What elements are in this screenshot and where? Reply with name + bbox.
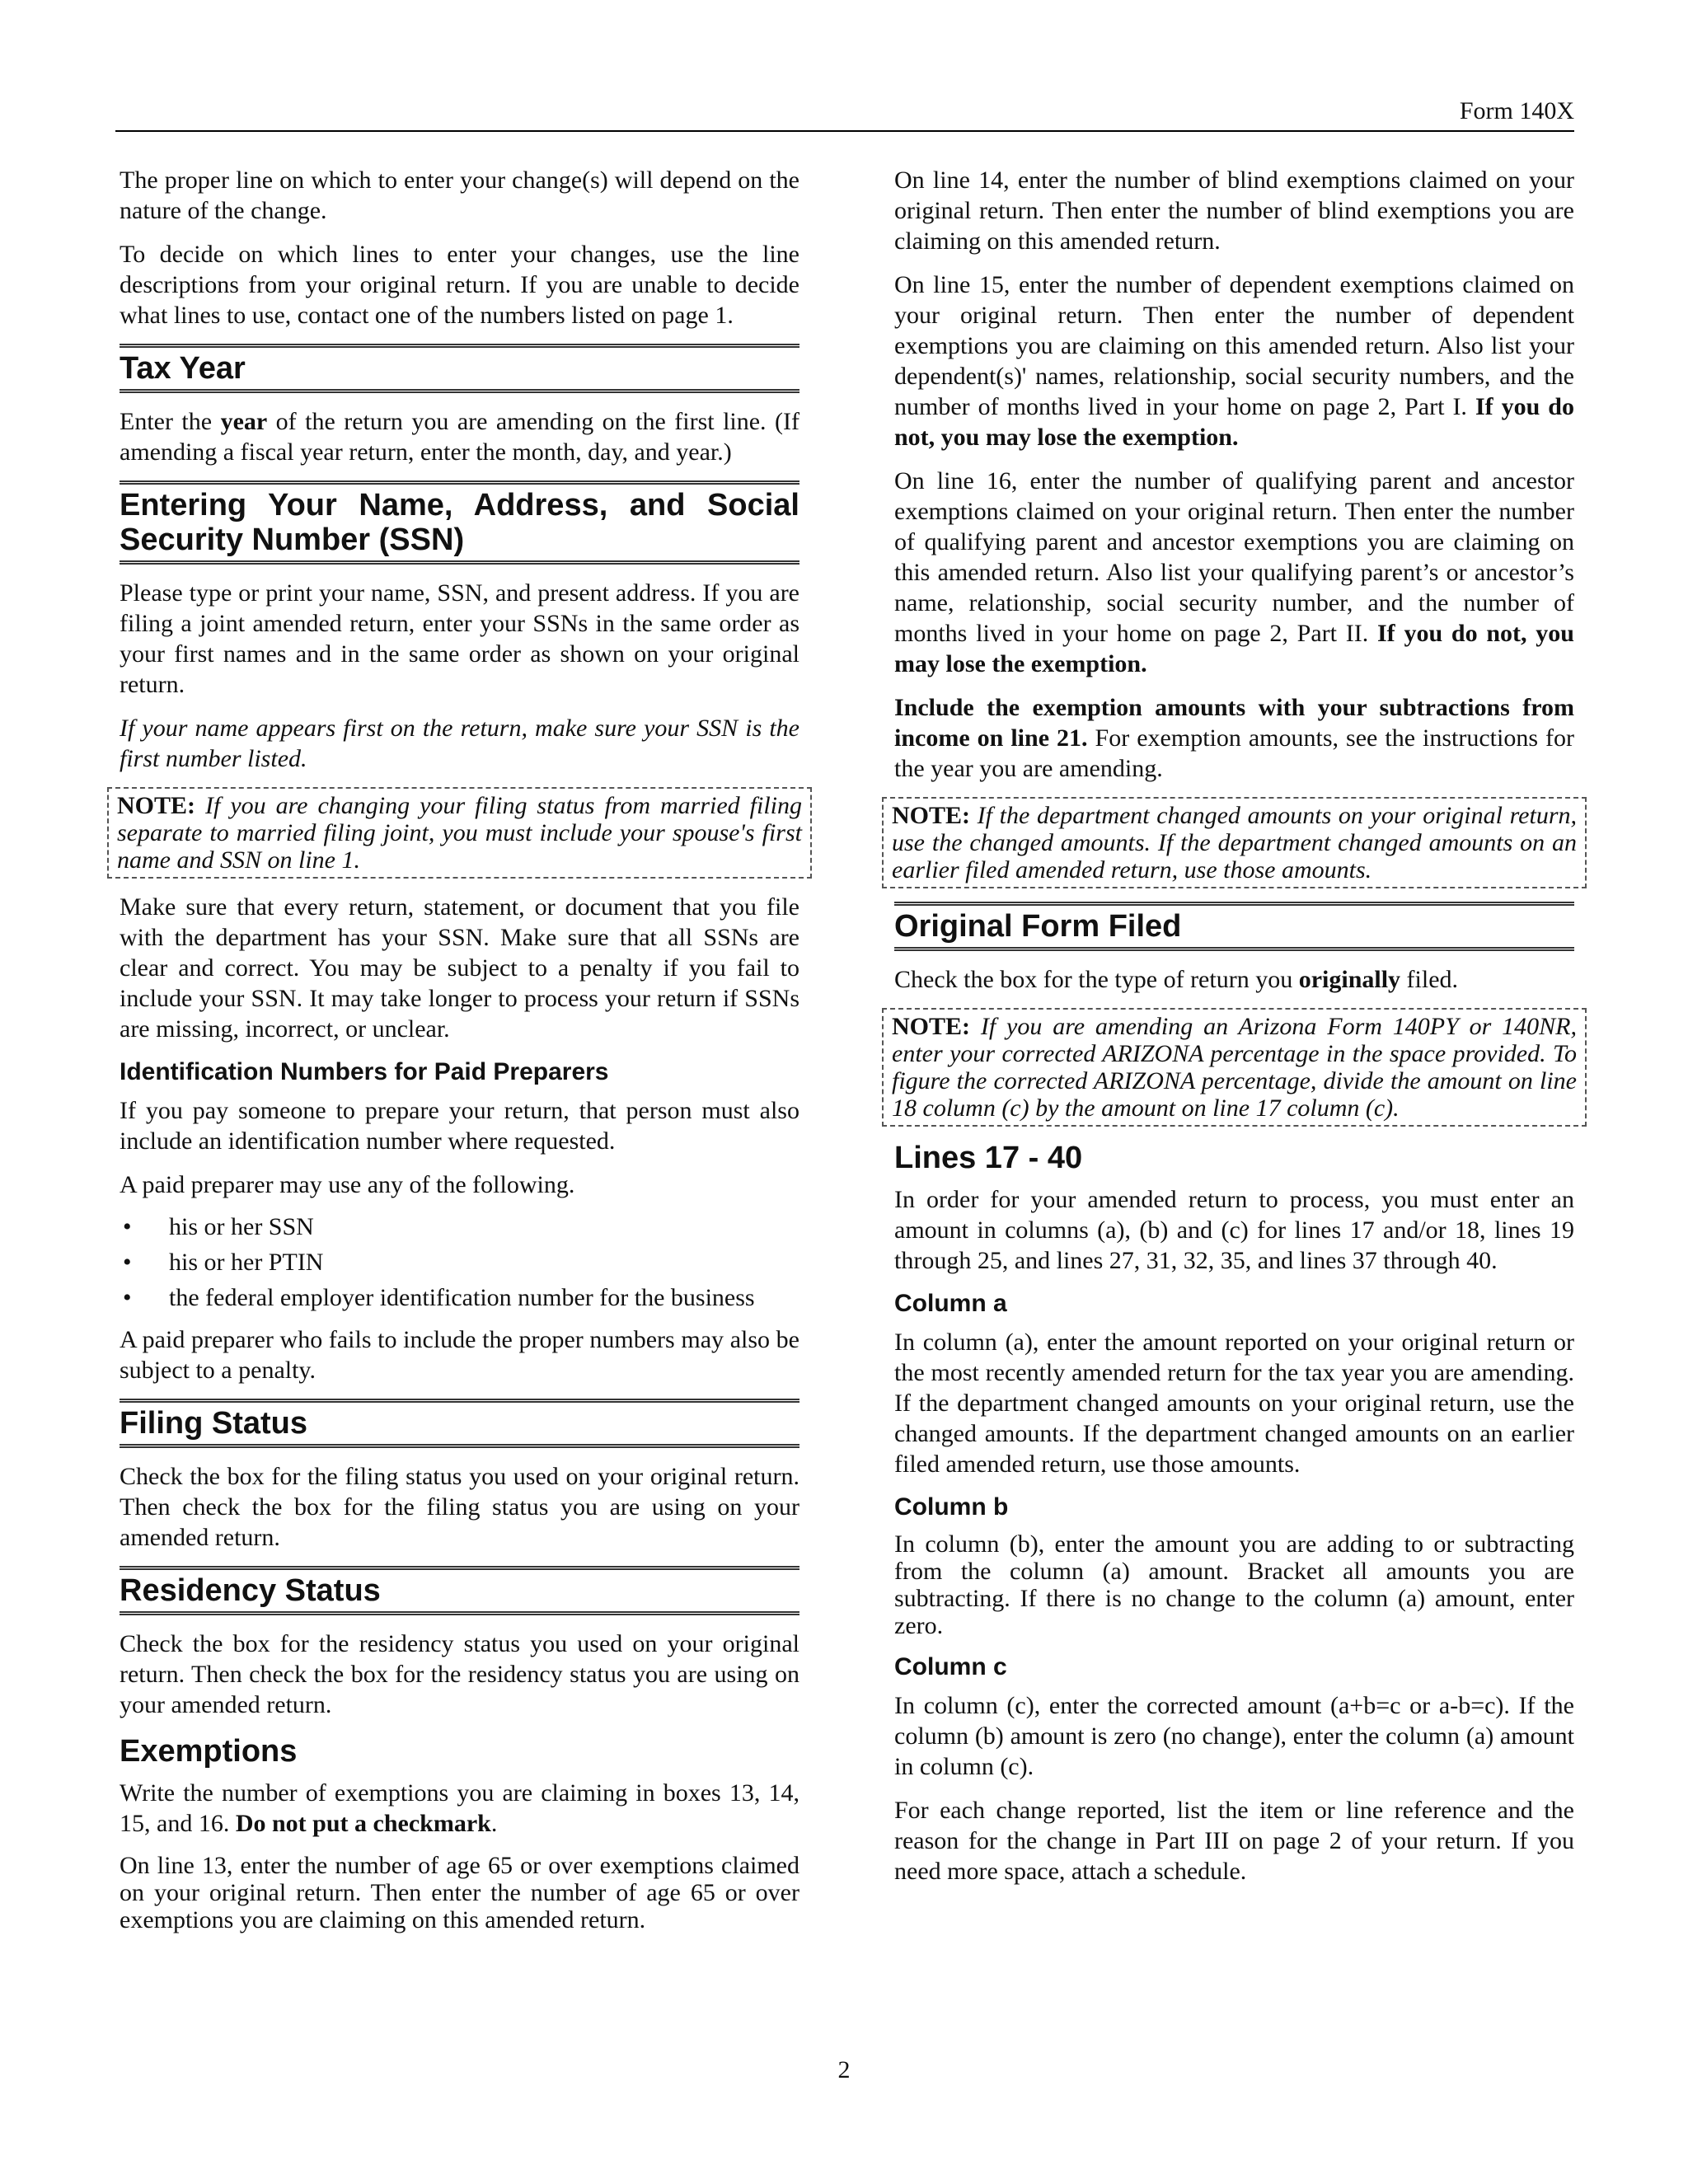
preparers-paragraph-3: A paid preparer who fails to include the proper numbers may also be subject to a penalty.: [120, 1326, 799, 1384]
column-a-heading: Column a: [894, 1290, 1007, 1317]
residency-status-heading: Residency Status: [120, 1566, 799, 1615]
include-exemption-paragraph: Include the exemption amounts with your subtractions from income on line 21. For exemption amounts, see the instructions for the year you are amending.: [894, 694, 1574, 782]
name-address-ssn-heading: Entering Your Name, Address, and Social Security Number (SSN): [120, 480, 799, 565]
column-b-paragraph: In column (b), enter the amount you are adding to or subtracting from the column (a) amount. Bracket all amounts you are subtracting. If there is no change to the column (a) amount, enter zero.: [894, 1530, 1574, 1639]
department-changed-note: NOTE: If the department changed amounts on your original return, use the changed amounts. If the department changed amounts on an earlier filed amended return, use those amounts.: [882, 797, 1587, 888]
filing-status-paragraph: Check the box for the filing status you used on your original return. Then check the box for the filing status you are using on your amended return.: [120, 1463, 799, 1551]
column-c-paragraph-2: For each change reported, list the item or line reference and the reason for the change in Part III on page 2 of your return. If you need more space, attach a schedule.: [894, 1797, 1574, 1885]
filing-status-note: NOTE: If you are changing your filing status from married filing separate to married filing joint, you must include your spouse's first name and SSN on line 1.: [107, 787, 812, 879]
tax-year-paragraph: Enter the year of the return you are amending on the first line. (If amending a fiscal year return, enter the month, day, and year.): [120, 408, 799, 466]
line14-paragraph: On line 14, enter the number of blind exemptions claimed on your original return. Then enter the number of blind exemptions you are claiming on this amended return.: [894, 166, 1574, 255]
left-column: [117, 165, 802, 1947]
page-header: [115, 97, 1574, 132]
preparers-paragraph-1: If you pay someone to prepare your return, that person must also include an identification number where requested.: [120, 1097, 799, 1155]
form-title: Form 140X: [1459, 97, 1574, 124]
original-form-heading: Original Form Filed: [894, 902, 1574, 951]
paid-preparers-heading: Identification Numbers for Paid Preparers: [120, 1058, 609, 1085]
intro-paragraph-1: The proper line on which to enter your change(s) will depend on the nature of the change.: [120, 166, 799, 224]
preparer-id-list: [120, 1213, 799, 1311]
lines-17-40-heading: Lines 17 - 40: [894, 1141, 1083, 1175]
exemptions-paragraph-1: Write the number of exemptions you are claiming in boxes 13, 14, 15, and 16. Do not put a checkmark.: [120, 1779, 799, 1837]
column-a-paragraph: In column (a), enter the amount reported on your original return or the most recently amended return for the tax year you are amending. If the department changed amounts on your original return, use the changed amounts. If the department changed amounts on an earlier filed amended return, use those amounts.: [894, 1329, 1574, 1478]
name-paragraph-3: Make sure that every return, statement, or document that you file with the department has your SSN. Make sure that all SSNs are clear and correct. You may be subject to a penalty if you fail to include your SSN. It may take longer to process your return if SSNs are missing, incorrect, or unclear.: [120, 893, 799, 1043]
page-number: 2: [837, 2056, 851, 2083]
column-c-paragraph-1: In column (c), enter the corrected amount (a+b=c or a-b=c). If the column (b) amount is zero (no change), enter the column (a) amount in column (c).: [894, 1692, 1574, 1780]
preparers-paragraph-2: A paid preparer may use any of the following.: [120, 1171, 575, 1198]
column-b-heading: Column b: [894, 1493, 1009, 1521]
exemptions-paragraph-2: On line 13, enter the number of age 65 or over exemptions claimed on your original return. Then enter the number of age 65 or over exemptions you are claiming on this amended return.: [120, 1852, 799, 1933]
intro-paragraph-2: To decide on which lines to enter your changes, use the line descriptions from your original return. If you are unable to decide what lines to use, contact one of the numbers listed on page 1.: [120, 241, 799, 329]
name-paragraph-2: If your name appears first on the return, make sure your SSN is the first number listed.: [120, 715, 799, 772]
arizona-percentage-note: NOTE: If you are amending an Arizona Form 140PY or 140NR, enter your corrected ARIZONA percentage in the space provided. To figure the corrected ARIZONA percentage, divide the amount on line 18 column (c) by the amount on line 17 column (c).: [882, 1008, 1587, 1127]
exemptions-heading: Exemptions: [120, 1734, 298, 1769]
tax-year-heading: Tax Year: [120, 344, 799, 393]
name-paragraph-1: Please type or print your name, SSN, and present address. If you are filing a joint amended return, enter your SSNs in the same order as your first names and in the same order as shown on your original return.: [120, 579, 799, 698]
line15-paragraph: On line 15, enter the number of dependent exemptions claimed on your original return. Then enter the number of dependent exemptions you are claiming on this amended return. Also list your dependent(s)' names, relationship, social security numbers, and the number of months lived in your home on page 2, Part I. If you do not, you may lose the exemption.: [894, 271, 1574, 451]
list-item: • the federal employer identification number for the business: [123, 1284, 755, 1311]
list-item: • his or her PTIN: [123, 1249, 324, 1276]
right-column: [892, 165, 1577, 1900]
list-item: • his or her SSN: [123, 1213, 314, 1240]
line16-paragraph: On line 16, enter the number of qualifying parent and ancestor exemptions claimed on your original return. Then enter the number of qualifying parent and ancestor exemptions you are claiming on this amended return. Also list your qualifying parent’s or ancestor’s name, relationship, social security number, and the number of months lived in your home on page 2, Part II. If you do not, you may lose the exemption.: [894, 467, 1574, 677]
filing-status-heading: Filing Status: [120, 1399, 799, 1448]
lines-17-40-paragraph: In order for your amended return to process, you must enter an amount in columns (a), (b) and (c) for lines 17 and/or 18, lines 19 through 25, and lines 27, 31, 32, 35, and lines 37 through 40.: [894, 1186, 1574, 1274]
column-c-heading: Column c: [894, 1653, 1007, 1680]
residency-status-paragraph: Check the box for the residency status you used on your original return. Then check the box for the residency status you are using on your amended return.: [120, 1630, 799, 1718]
original-form-paragraph: Check the box for the type of return you originally filed.: [894, 966, 1459, 993]
